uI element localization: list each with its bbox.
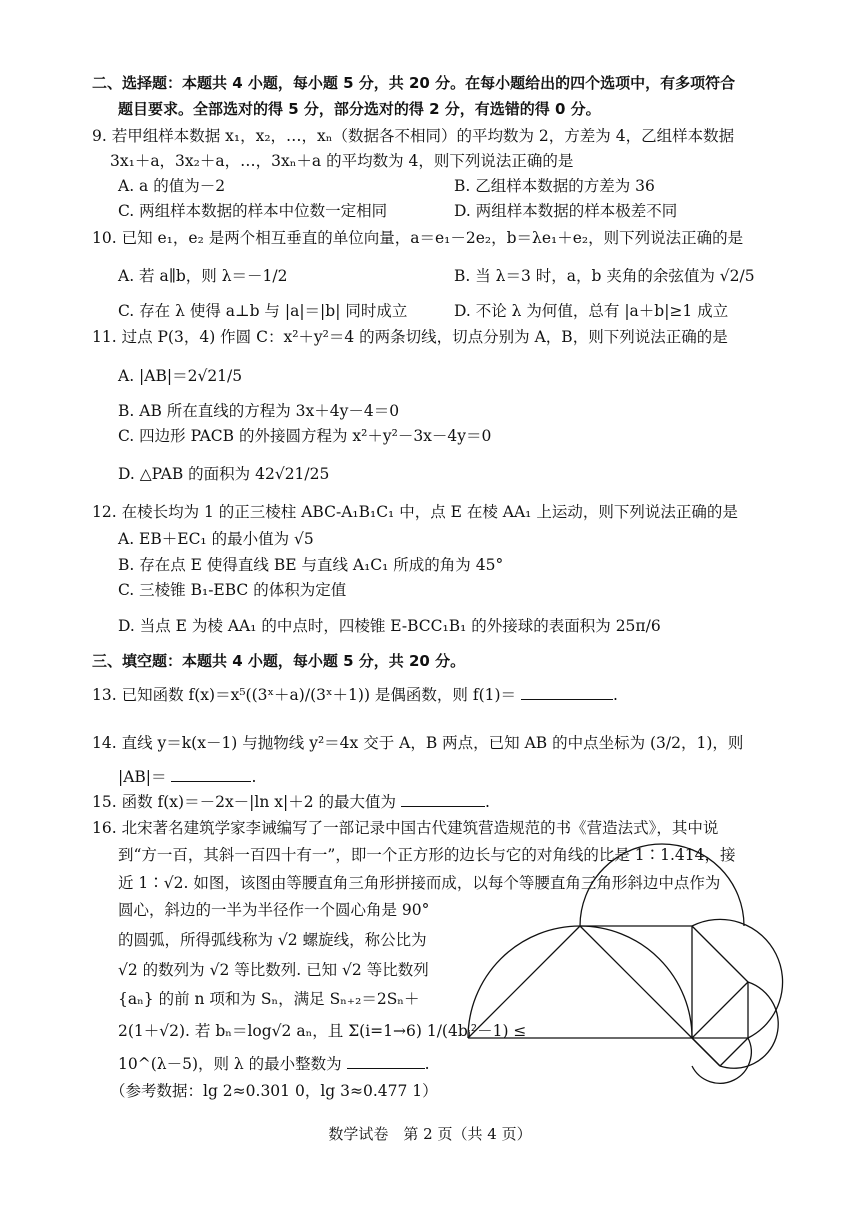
q11-option-a: A. |AB|＝2√21/5: [118, 367, 243, 385]
q16-reference-data: （参考数据：lg 2≈0.301 0，lg 3≈0.477 1）: [110, 1082, 438, 1100]
q13-end: .: [613, 686, 618, 704]
q10-option-b: B. 当 λ＝3 时，a，b 夹角的余弦值为 √2/5: [454, 267, 755, 285]
edge-5: [692, 926, 748, 982]
q14-line1: 14. 直线 y＝k(x－1) 与抛物线 y²＝4x 交于 A，B 两点，已知 AB 的中点坐标为 (3/2，1)，则: [92, 734, 744, 752]
spiral-arc-5: [692, 1038, 751, 1083]
q13-text: 13. 已知函数 f(x)＝x⁵((3ˣ＋a)/(3ˣ＋1)) 是偶函数，则 f(1)＝: [92, 686, 517, 704]
q11-stem: 11. 过点 P(3，4) 作圆 C：x²＋y²＝4 的两条切线，切点分别为 A，B，则下列说法正确的是: [92, 328, 728, 346]
edge-2: [580, 926, 692, 1038]
q9-option-d: D. 两组样本数据的样本极差不同: [454, 202, 678, 220]
q10-option-c: C. 存在 λ 使得 a⊥b 与 |a|＝|b| 同时成立: [118, 302, 408, 320]
q16-line6: √2 的数列为 √2 等比数列. 已知 √2 等比数列: [118, 961, 429, 979]
q15-text: 15. 函数 f(x)＝－2x－|ln x|＋2 的最大值为: [92, 793, 397, 811]
section2-header-line1: 二、选择题：本题共 4 小题，每小题 5 分，共 20 分。在每小题给出的四个选项中，有多项符合: [92, 74, 736, 92]
edge-8: [720, 1038, 748, 1066]
q14-abs-ab: |AB|＝: [118, 768, 167, 786]
q12-stem: 12. 在棱长均为 1 的正三棱柱 ABC-A₁B₁C₁ 中，点 E 在棱 AA₁ 上运动，则下列说法正确的是: [92, 503, 738, 521]
q11-option-d: D. △PAB 的面积为 42√21/25: [118, 465, 330, 483]
edge-1: [468, 926, 580, 1038]
q16-line1: 16. 北宋著名建筑学家李诫编写了一部记录中国古代建筑营造规范的书《营造法式》，其中说: [92, 819, 719, 837]
spiral-arc-2: [580, 844, 744, 926]
section2-header-line2: 题目要求。全部选对的得 5 分，部分选对的得 2 分，有选错的得 0 分。: [118, 100, 601, 118]
page-footer: 数学试卷 第 2 页（共 4 页）: [328, 1125, 532, 1143]
q10-stem: 10. 已知 e₁，e₂ 是两个相互垂直的单位向量，a＝e₁－2e₂，b＝λe₁＋e₂，则下列说法正确的是: [92, 229, 744, 247]
q10-option-a: A. 若 a∥b，则 λ＝－1/2: [118, 267, 288, 285]
q16-line3: 近 1∶√2. 如图，该图由等腰直角三角形拼接而成，以每个等腰直角三角形斜边中点作为: [118, 874, 721, 892]
q14-end: .: [251, 768, 257, 786]
section3-header: 三、填空题：本题共 4 小题，每小题 5 分，共 20 分。: [92, 652, 466, 670]
q16-line5: 的圆弧，所得弧线称为 √2 螺旋线，称公比为: [118, 931, 427, 949]
spiral-arc-3: [692, 919, 783, 1038]
q16-line7: {aₙ} 的前 n 项和为 Sₙ，满足 Sₙ₊₂＝2Sₙ＋: [118, 990, 420, 1008]
edge-7: [692, 982, 748, 1038]
q16-line4: 圆心，斜边的一半为半径作一个圆心角是 90°: [118, 901, 430, 919]
spiral-arc-4: [720, 982, 778, 1068]
q16-line9-text: 10^(λ－5)，则 λ 的最小整数为: [118, 1055, 342, 1073]
q12-option-b: B. 存在点 E 使得直线 BE 与直线 A₁C₁ 所成的角为 45°: [118, 556, 504, 574]
q16-end: .: [424, 1055, 430, 1073]
q16-line2: 到“方一百，其斜一百四十有一”，即一个正方形的边长与它的对角线的比是 1∶1.414，接: [118, 846, 736, 864]
q9-option-b: B. 乙组样本数据的方差为 36: [454, 177, 655, 195]
q16-line8: 2(1＋√2). 若 bₙ＝log√2 aₙ，且 Σ(i=1→6) 1/(4bᵢ²－1) ≤: [118, 1022, 527, 1040]
q15-end: .: [484, 793, 490, 811]
q12-option-d: D. 当点 E 为棱 AA₁ 的中点时，四棱锥 E-BCC₁B₁ 的外接球的表面积为 25π/6: [118, 617, 661, 635]
q9-option-a: A. a 的值为－2: [118, 177, 226, 195]
q12-option-a: A. EB＋EC₁ 的最小值为 √5: [118, 530, 314, 548]
q11-option-c: C. 四边形 PACB 的外接圆方程为 x²＋y²－3x－4y＝0: [118, 427, 492, 445]
q12-option-c: C. 三棱锥 B₁-EBC 的体积为定值: [118, 581, 347, 599]
q9-stem-line2: 3x₁＋a，3x₂＋a，…，3xₙ＋a 的平均数为 4，则下列说法正确的是: [110, 152, 574, 170]
q9-stem-line1: 9. 若甲组样本数据 x₁，x₂，…，xₙ（数据各不相同）的平均数为 2，方差为 4，乙组样本数据: [92, 127, 735, 145]
edge-10: [692, 1038, 720, 1066]
spiral-arc-1: [468, 926, 692, 1038]
q9-option-c: C. 两组样本数据的样本中位数一定相同: [118, 202, 388, 220]
q10-option-d: D. 不论 λ 为何值，总有 |a＋b|≥1 成立: [454, 302, 729, 320]
q11-option-b: B. AB 所在直线的方程为 3x＋4y－4＝0: [118, 402, 400, 420]
